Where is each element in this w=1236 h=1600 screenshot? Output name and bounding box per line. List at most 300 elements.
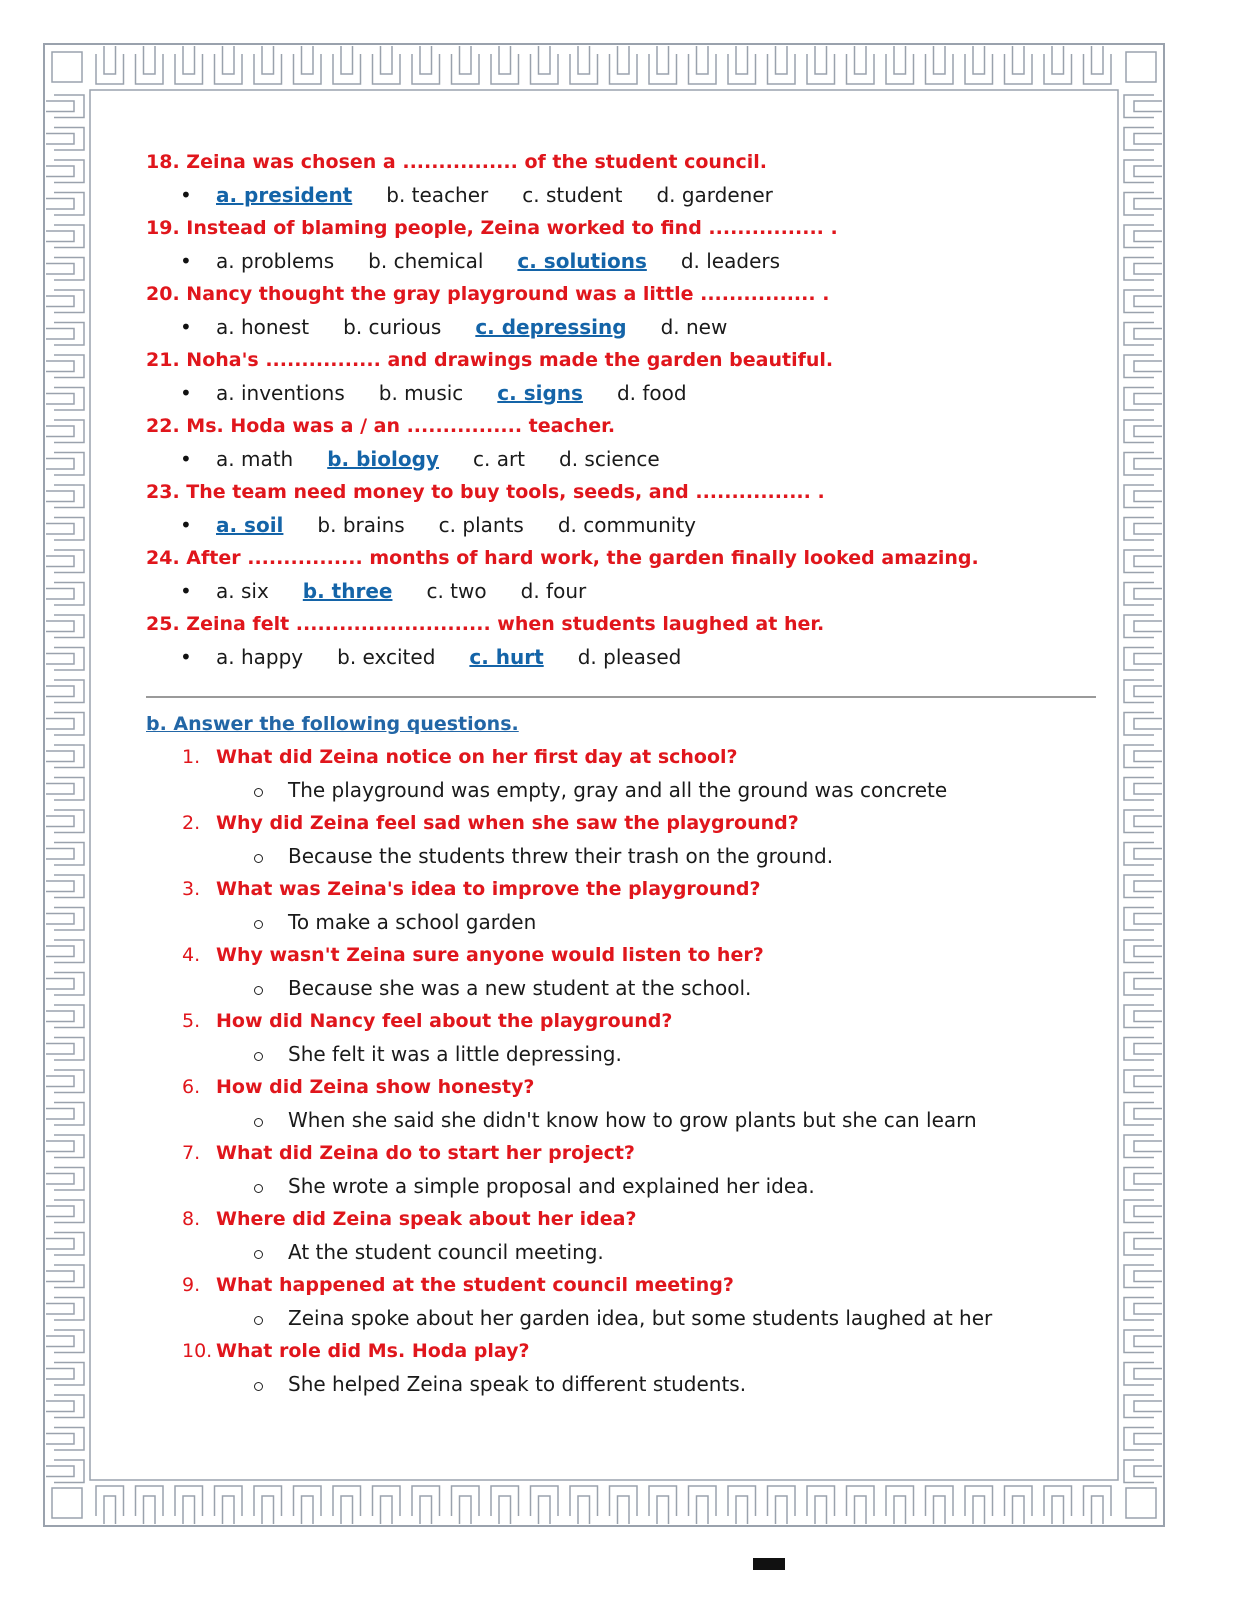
option: b. curious xyxy=(343,315,442,339)
border-line xyxy=(1134,1206,1162,1217)
border-line xyxy=(1124,745,1154,768)
border-line xyxy=(934,46,946,74)
question-text: How did Nancy feel about the playground? xyxy=(216,1010,673,1032)
option: a. problems xyxy=(216,249,335,273)
border-line xyxy=(54,1200,84,1223)
answer-text: The playground was empty, gray and all the ground was concrete xyxy=(288,778,948,802)
question-number: 10. xyxy=(182,1340,213,1362)
border-line xyxy=(531,1486,559,1516)
question-text: The team need money to buy tools, seeds, and ................ . xyxy=(186,481,825,503)
border-line xyxy=(1124,95,1154,118)
border-line xyxy=(54,1265,84,1288)
circle-bullet-icon xyxy=(254,1118,263,1127)
border-line xyxy=(539,1496,551,1524)
border-line xyxy=(618,46,630,74)
border-line xyxy=(54,355,84,378)
border-line xyxy=(1124,843,1154,866)
border-line xyxy=(46,849,74,860)
border-line xyxy=(262,46,274,74)
border-line xyxy=(54,615,84,638)
border-line xyxy=(847,54,875,84)
border-line xyxy=(54,1460,84,1483)
border-line xyxy=(52,1488,82,1518)
option: d. pleased xyxy=(577,645,682,669)
border-line xyxy=(1134,1369,1162,1380)
mcq-options xyxy=(146,245,1096,278)
border-line xyxy=(54,583,84,606)
question-number: 1. xyxy=(182,746,201,768)
border-line xyxy=(728,54,756,84)
border-line xyxy=(1044,54,1072,84)
border-line xyxy=(1124,1265,1154,1288)
border-line xyxy=(926,1486,954,1516)
border-line xyxy=(54,518,84,541)
border-line xyxy=(1126,52,1156,82)
border-line xyxy=(1124,518,1154,541)
border-line xyxy=(1124,160,1154,183)
border-line xyxy=(54,193,84,216)
question-text: Ms. Hoda was a / an ................ teacher. xyxy=(186,415,616,437)
border-line xyxy=(1134,1044,1162,1055)
border-line xyxy=(578,46,590,74)
circle-bullet-icon xyxy=(254,920,263,929)
question-number: 20. xyxy=(146,283,180,305)
question-text: After ................ months of hard work, the garden finally looked amazing. xyxy=(186,547,979,569)
border-line xyxy=(1134,881,1162,892)
border-line xyxy=(1134,329,1162,340)
border-line xyxy=(412,1486,440,1516)
border-line xyxy=(1124,1298,1154,1321)
border-line xyxy=(54,1233,84,1256)
border-line xyxy=(1124,908,1154,931)
border-line xyxy=(46,1011,74,1022)
border-line xyxy=(46,1369,74,1380)
question-number: 6. xyxy=(182,1076,201,1098)
border-line xyxy=(1134,1304,1162,1315)
border-line xyxy=(381,1496,393,1524)
border-line xyxy=(1052,46,1064,74)
border-line xyxy=(46,459,74,470)
border-line xyxy=(215,1486,243,1516)
mcq-options xyxy=(146,575,1096,608)
border-line xyxy=(46,134,74,145)
border-line xyxy=(1126,1488,1156,1518)
border-line xyxy=(1134,426,1162,437)
question-text: Why wasn't Zeina sure anyone would listen to her? xyxy=(216,944,764,966)
option: c. plants xyxy=(438,513,524,537)
border-line xyxy=(46,1271,74,1282)
answer xyxy=(146,1302,1096,1335)
answer-text: She helped Zeina speak to different students. xyxy=(288,1372,747,1396)
border-line xyxy=(294,1486,322,1516)
option: d. gardener xyxy=(656,183,773,207)
question-number: 18. xyxy=(146,151,180,173)
border-line xyxy=(46,1206,74,1217)
border-line xyxy=(54,485,84,508)
qa-section xyxy=(146,741,1096,1401)
border-line xyxy=(1124,1428,1154,1451)
option: d. leaders xyxy=(680,249,781,273)
border-line xyxy=(1134,264,1162,275)
border-line xyxy=(460,1496,472,1524)
border-line xyxy=(1124,1363,1154,1386)
border-line xyxy=(768,1486,796,1516)
correct-option: b. biology xyxy=(327,447,439,471)
border-line xyxy=(1124,713,1154,736)
border-line xyxy=(610,1486,638,1516)
border-line xyxy=(1124,648,1154,671)
border-line xyxy=(254,1486,282,1516)
correct-option: c. solutions xyxy=(517,249,647,273)
border-line xyxy=(54,1168,84,1191)
open-question xyxy=(146,1137,1096,1170)
border-line xyxy=(1134,524,1162,535)
question-text: Where did Zeina speak about her idea? xyxy=(216,1208,637,1230)
question-text: Nancy thought the gray playground was a little ................ . xyxy=(186,283,830,305)
border-line xyxy=(223,46,235,74)
border-line xyxy=(531,54,559,84)
mcq-question xyxy=(146,476,1096,509)
border-line xyxy=(1134,134,1162,145)
border-line xyxy=(46,329,74,340)
border-line xyxy=(973,46,985,74)
border-line xyxy=(254,54,282,84)
border-line xyxy=(46,1076,74,1087)
bullet-icon: • xyxy=(180,249,192,273)
border-line xyxy=(1134,1239,1162,1250)
border-line xyxy=(54,160,84,183)
open-question xyxy=(146,873,1096,906)
border-line xyxy=(52,52,82,82)
border-line xyxy=(965,54,993,84)
border-line xyxy=(46,394,74,405)
border-line xyxy=(610,54,638,84)
border-line xyxy=(1124,193,1154,216)
border-line xyxy=(54,713,84,736)
mcq-question xyxy=(146,410,1096,443)
border-line xyxy=(46,816,74,827)
border-line xyxy=(886,54,914,84)
circle-bullet-icon xyxy=(254,1382,263,1391)
border-line xyxy=(1134,686,1162,697)
border-line xyxy=(54,323,84,346)
border-line xyxy=(926,54,954,84)
border-line xyxy=(578,1496,590,1524)
open-question xyxy=(146,741,1096,774)
border-line xyxy=(689,54,717,84)
border-line xyxy=(54,875,84,898)
question-number: 2. xyxy=(182,812,201,834)
question-text: What did Zeina notice on her first day at school? xyxy=(216,746,738,768)
border-line xyxy=(46,101,74,112)
border-line xyxy=(1124,1168,1154,1191)
border-line xyxy=(657,46,669,74)
border-line xyxy=(412,54,440,84)
border-line xyxy=(1134,1434,1162,1445)
border-line xyxy=(46,166,74,177)
border-line xyxy=(46,719,74,730)
border-line xyxy=(1005,1486,1033,1516)
border-line xyxy=(54,225,84,248)
border-line xyxy=(570,54,598,84)
question-number: 8. xyxy=(182,1208,201,1230)
border-line xyxy=(1134,751,1162,762)
border-line xyxy=(104,1496,116,1524)
page-mark xyxy=(753,1558,785,1570)
border-line xyxy=(302,46,314,74)
border-line xyxy=(697,46,709,74)
option: d. new xyxy=(660,315,728,339)
border-line xyxy=(1134,361,1162,372)
border-line xyxy=(1134,589,1162,600)
border-line xyxy=(54,258,84,281)
border-line xyxy=(1124,1103,1154,1126)
border-line xyxy=(1134,719,1162,730)
border-line xyxy=(46,361,74,372)
border-line xyxy=(46,1174,74,1185)
border-line xyxy=(1134,1336,1162,1347)
border-line xyxy=(54,95,84,118)
border-line xyxy=(341,46,353,74)
option: c. art xyxy=(472,447,526,471)
border-line xyxy=(1124,1070,1154,1093)
border-line xyxy=(973,1496,985,1524)
border-line xyxy=(54,1395,84,1418)
border-line xyxy=(570,1486,598,1516)
border-line xyxy=(46,296,74,307)
border-line xyxy=(1134,296,1162,307)
question-text: Zeina was chosen a ................ of the student council. xyxy=(186,151,767,173)
mcq-options xyxy=(146,311,1096,344)
border-line xyxy=(1124,1005,1154,1028)
circle-bullet-icon xyxy=(254,1052,263,1061)
question-text: What role did Ms. Hoda play? xyxy=(216,1340,530,1362)
border-line xyxy=(46,556,74,567)
border-line xyxy=(539,46,551,74)
border-line xyxy=(1134,946,1162,957)
border-line xyxy=(649,1486,677,1516)
border-line xyxy=(54,648,84,671)
border-line xyxy=(1005,54,1033,84)
border-line xyxy=(736,1496,748,1524)
section-divider xyxy=(146,696,1096,698)
circle-bullet-icon xyxy=(254,1316,263,1325)
border-line xyxy=(1134,1011,1162,1022)
border-line xyxy=(46,231,74,242)
option: a. honest xyxy=(216,315,310,339)
border-line xyxy=(499,46,511,74)
border-line xyxy=(1124,323,1154,346)
border-line xyxy=(1124,290,1154,313)
mcq-options xyxy=(146,179,1096,212)
mcq-question xyxy=(146,146,1096,179)
border-line xyxy=(807,1486,835,1516)
border-line xyxy=(54,1070,84,1093)
answer-text: To make a school garden xyxy=(288,910,537,934)
border-line xyxy=(54,843,84,866)
border-line xyxy=(46,589,74,600)
option: d. food xyxy=(616,381,687,405)
border-line xyxy=(1124,778,1154,801)
answer xyxy=(146,1236,1096,1269)
mcq-question xyxy=(146,608,1096,641)
border-line xyxy=(54,388,84,411)
mcq-options xyxy=(146,443,1096,476)
border-line xyxy=(54,745,84,768)
circle-bullet-icon xyxy=(254,986,263,995)
border-line xyxy=(1134,1466,1162,1477)
border-line xyxy=(815,46,827,74)
border-line xyxy=(1134,166,1162,177)
border-line xyxy=(183,1496,195,1524)
border-line xyxy=(1134,1401,1162,1412)
option: b. music xyxy=(378,381,464,405)
border-line xyxy=(1013,1496,1025,1524)
border-line xyxy=(175,54,203,84)
border-line xyxy=(1124,1038,1154,1061)
border-line xyxy=(46,751,74,762)
answer-text: Zeina spoke about her garden idea, but some students laughed at her xyxy=(288,1306,993,1330)
border-line xyxy=(54,420,84,443)
section-b-title: b. Answer the following questions. xyxy=(146,713,519,735)
answer xyxy=(146,1170,1096,1203)
bullet-icon: • xyxy=(180,315,192,339)
mcq-question xyxy=(146,344,1096,377)
border-line xyxy=(1013,46,1025,74)
border-line xyxy=(46,784,74,795)
question-text: Zeina felt ........................... when students laughed at her. xyxy=(186,613,825,635)
border-line xyxy=(1084,54,1112,84)
option: d. four xyxy=(520,579,587,603)
mcq-options xyxy=(146,509,1096,542)
border-line xyxy=(54,1103,84,1126)
border-line xyxy=(847,1486,875,1516)
option: d. science xyxy=(559,447,660,471)
border-line xyxy=(1134,1141,1162,1152)
border-line xyxy=(46,524,74,535)
border-line xyxy=(46,979,74,990)
border-line xyxy=(1124,583,1154,606)
worksheet-content xyxy=(146,146,1096,1401)
bullet-icon: • xyxy=(180,381,192,405)
correct-option: c. hurt xyxy=(469,645,544,669)
open-question xyxy=(146,1071,1096,1104)
border-line xyxy=(136,1486,164,1516)
border-line xyxy=(54,908,84,931)
border-line xyxy=(46,1239,74,1250)
border-line xyxy=(46,881,74,892)
bullet-icon: • xyxy=(180,645,192,669)
open-question xyxy=(146,807,1096,840)
border-line xyxy=(1124,973,1154,996)
border-line xyxy=(333,54,361,84)
border-line xyxy=(1124,225,1154,248)
question-text: What did Zeina do to start her project? xyxy=(216,1142,635,1164)
border-line xyxy=(934,1496,946,1524)
circle-bullet-icon xyxy=(254,788,263,797)
bullet-icon: • xyxy=(180,579,192,603)
border-line xyxy=(294,54,322,84)
border-line xyxy=(452,54,480,84)
border-line xyxy=(1134,459,1162,470)
border-line xyxy=(46,1401,74,1412)
border-line xyxy=(768,54,796,84)
circle-bullet-icon xyxy=(254,1250,263,1259)
question-number: 24. xyxy=(146,547,180,569)
border-line xyxy=(333,1486,361,1516)
border-line xyxy=(815,1496,827,1524)
option: b. teacher xyxy=(386,183,489,207)
border-line xyxy=(689,1486,717,1516)
answer xyxy=(146,840,1096,873)
border-line xyxy=(262,1496,274,1524)
border-line xyxy=(46,914,74,925)
border-line xyxy=(1124,940,1154,963)
correct-option: a. soil xyxy=(216,513,284,537)
mcq-section xyxy=(146,146,1096,674)
border-line xyxy=(1124,420,1154,443)
answer-text: She felt it was a little depressing. xyxy=(288,1042,622,1066)
border-line xyxy=(1134,979,1162,990)
border-line xyxy=(776,1496,788,1524)
answer xyxy=(146,906,1096,939)
border-line xyxy=(728,1486,756,1516)
border-line xyxy=(373,54,401,84)
border-line xyxy=(657,1496,669,1524)
border-line xyxy=(1124,1330,1154,1353)
border-line xyxy=(1134,914,1162,925)
mcq-options xyxy=(146,641,1096,674)
answer-text: At the student council meeting. xyxy=(288,1240,604,1264)
question-number: 4. xyxy=(182,944,201,966)
border-line xyxy=(1134,491,1162,502)
border-line xyxy=(46,1336,74,1347)
border-line xyxy=(1134,849,1162,860)
border-line xyxy=(1124,1200,1154,1223)
question-number: 9. xyxy=(182,1274,201,1296)
question-number: 5. xyxy=(182,1010,201,1032)
border-line xyxy=(46,946,74,957)
border-line xyxy=(1124,485,1154,508)
border-line xyxy=(46,1044,74,1055)
answer xyxy=(146,972,1096,1005)
border-line xyxy=(855,1496,867,1524)
border-line xyxy=(1134,1109,1162,1120)
border-line xyxy=(175,1486,203,1516)
circle-bullet-icon xyxy=(254,1184,263,1193)
border-line xyxy=(46,264,74,275)
option: b. brains xyxy=(317,513,405,537)
option: c. student xyxy=(522,183,623,207)
border-line xyxy=(183,46,195,74)
border-line xyxy=(807,54,835,84)
border-line xyxy=(1134,556,1162,567)
answer-text: She wrote a simple proposal and explained her idea. xyxy=(288,1174,815,1198)
question-text: What was Zeina's idea to improve the playground? xyxy=(216,878,761,900)
border-line xyxy=(1124,615,1154,638)
border-line xyxy=(46,621,74,632)
border-line xyxy=(1124,388,1154,411)
border-line xyxy=(618,1496,630,1524)
border-line xyxy=(1124,810,1154,833)
border-line xyxy=(54,1330,84,1353)
option: b. chemical xyxy=(368,249,484,273)
border-line xyxy=(54,1038,84,1061)
option: a. happy xyxy=(216,645,304,669)
border-line xyxy=(1134,231,1162,242)
border-line xyxy=(46,199,74,210)
border-line xyxy=(223,1496,235,1524)
